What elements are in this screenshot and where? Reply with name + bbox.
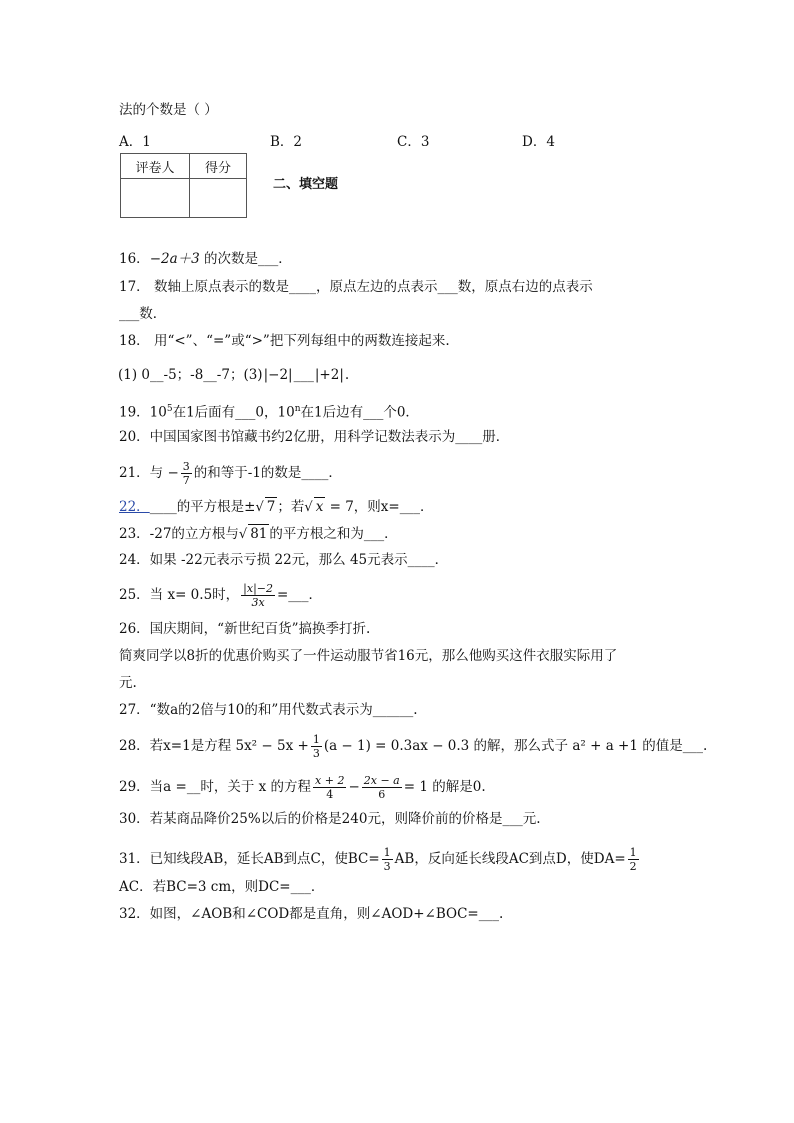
question-26-cont: 简爽同学以8折的优惠价购买了一件运动服节省16元，那么他购买这件衣服实际用了 (119, 648, 618, 664)
question-30: 30．若某商品降价25%以后的价格是240元，则降价前的价格是___元. (119, 811, 541, 827)
question-29: 29．当a =__时，关于 x 的方程 $\frac{x + 2}{4}$ − $\frac{2x - a}{6}$ = 1 的解是0. (119, 774, 486, 801)
question-31-cont: AC．若BC=3 cm，则DC=___． (119, 879, 325, 895)
grader-header: 评卷人 (121, 154, 190, 179)
question-16: 16．−2a＋3 的次数是___． (119, 251, 292, 267)
section-title: 二、填空题 (273, 177, 339, 192)
fraction: $\frac{x + 2}{4}$ (315, 774, 345, 801)
question-26-end: 元. (119, 675, 137, 691)
option-b[interactable]: B．2 (270, 134, 303, 150)
option-a[interactable]: A．1 (119, 134, 151, 150)
question-intro: 法的个数是（ ） (119, 102, 218, 118)
question-21: 21．与 − $\frac{3}{7}$ 的和等于-1的数是____． (119, 460, 342, 487)
question-32: 32．如图，∠AOB和∠COD都是直角，则∠AOD+∠BOC=___. (119, 906, 504, 922)
question-25: 25．当 x= 0.5时， $\frac{|x|-2}{3x}$ =___． (119, 582, 323, 609)
fraction: $\frac{|x|-2}{3x}$ (243, 582, 273, 609)
question-26: 26．国庆期间，“新世纪百货”搞换季打折. (119, 621, 371, 637)
question-28: 28．若x=1是方程 5x² − 5x + $\frac{1}{3}$ (a − 1) = 0.3ax − 0.3 的解，那么式子 a² + a +1 的值是___. (119, 733, 708, 760)
score-header: 得分 (190, 154, 247, 179)
fraction: $\frac{3}{7}$ (182, 460, 190, 487)
question-17-cont: ___数． (119, 306, 167, 322)
question-17: 17． 数轴上原点表示的数是____，原点左边的点表示___数，原点右边的点表示 (119, 279, 593, 295)
question-31: 31．已知线段AB，延长AB到点C，使BC= $\frac{1}{3}$ AB，反向延长线段AC到点D，使DA= $\frac{1}{2}$ (119, 846, 637, 873)
question-23: 23．-27的立方根与√ 81 的平方根之和为___． (119, 526, 398, 542)
question-20: 20．中国国家图书馆藏书约2亿册，用科学记数法表示为____册． (119, 429, 510, 445)
question-27: 27．“数a的2倍与10的和”用代数式表示为______. (119, 702, 418, 718)
question-18-parts: (1) 0__-5；-8__-7；(3)|−2|___|+2|. (118, 367, 350, 383)
grader-cell[interactable] (121, 179, 190, 218)
question-24: 24．如果 -22元表示亏损 22元，那么 45元表示____． (119, 552, 449, 568)
question-19: 19．$10^5$在1后面有___0，10$^n$在1后边有___个0． (119, 404, 419, 421)
fraction: $\frac{2x - a}{6}$ (363, 774, 400, 801)
score-table (120, 153, 247, 218)
score-cell[interactable] (190, 179, 247, 218)
fraction: $\frac{1}{2}$ (629, 846, 637, 873)
question-22: 22．____的平方根是±√ 7 ；若√ x = 7，则x=___． (119, 499, 434, 515)
fraction: $\frac{1}{3}$ (312, 733, 320, 760)
question-18: 18． 用“<”、“=”或“>”把下列每组中的两数连接起来. (119, 333, 450, 349)
fraction: $\frac{1}{3}$ (383, 846, 391, 873)
option-d[interactable]: D．4 (522, 134, 555, 150)
option-c[interactable]: C．3 (397, 134, 430, 150)
